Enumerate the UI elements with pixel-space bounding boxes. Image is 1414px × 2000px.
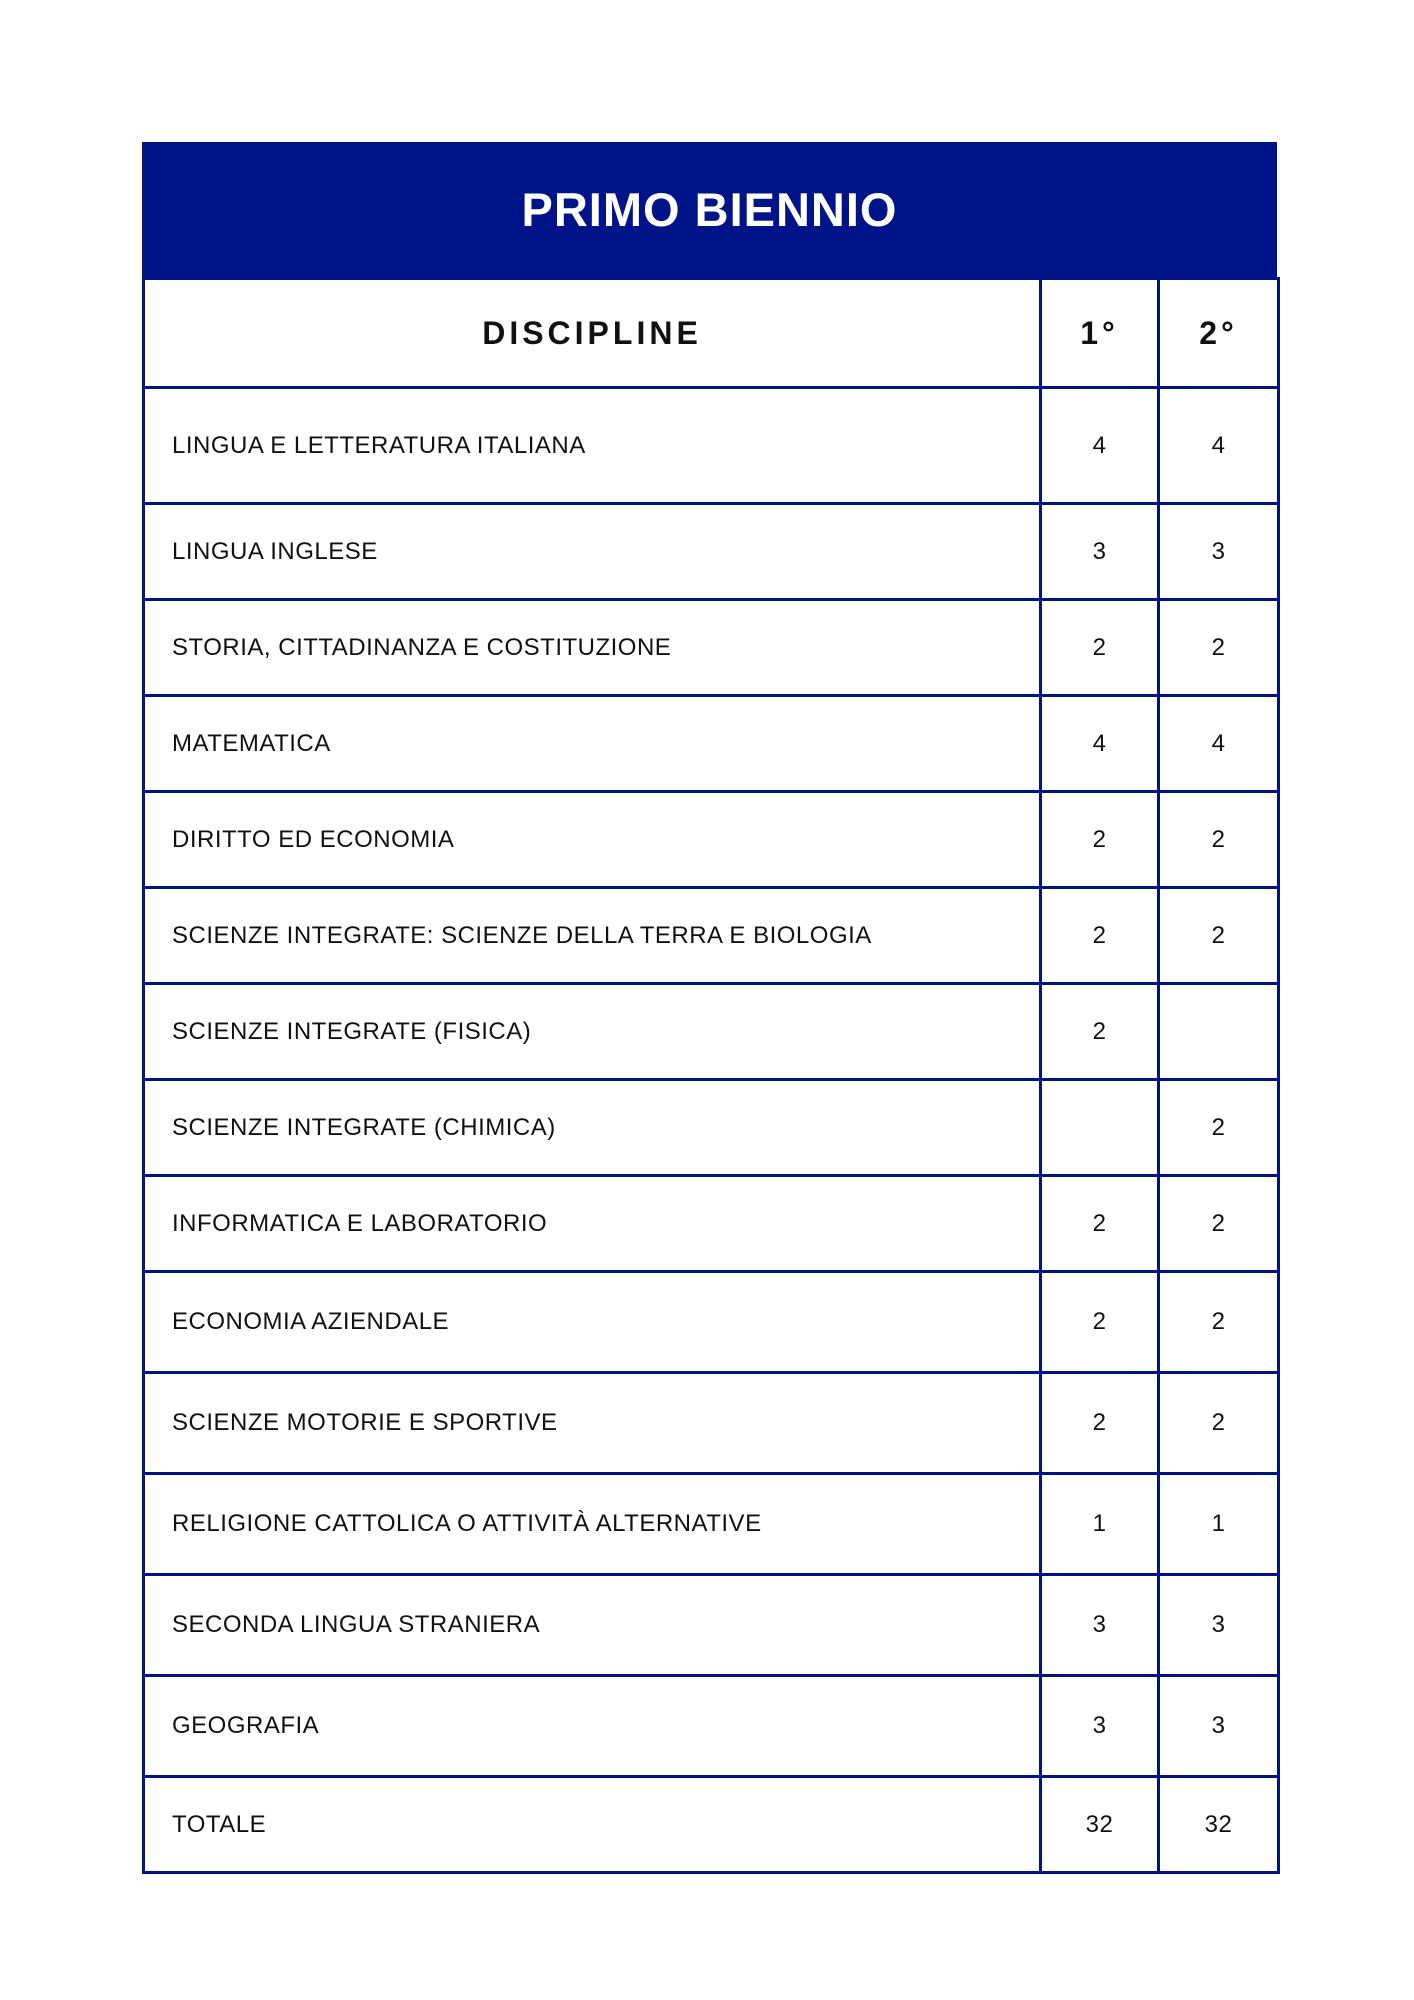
hours-year-2: 2 <box>1159 1176 1279 1272</box>
hours-year-2: 4 <box>1159 388 1279 504</box>
table-row <box>144 1676 1279 1777</box>
hours-year-2: 1 <box>1159 1474 1279 1575</box>
hours-year-1: 4 <box>1041 696 1159 792</box>
discipline-name: SCIENZE INTEGRATE (CHIMICA) <box>144 1080 1041 1176</box>
hours-year-2: 2 <box>1159 792 1279 888</box>
discipline-name: ECONOMIA AZIENDALE <box>144 1272 1041 1373</box>
total-label: TOTALE <box>144 1777 1041 1873</box>
table-row <box>144 600 1279 696</box>
hours-year-1: 3 <box>1041 1676 1159 1777</box>
discipline-name: SCIENZE INTEGRATE: SCIENZE DELLA TERRA E BIOLOGIA <box>144 888 1041 984</box>
discipline-name: MATEMATICA <box>144 696 1041 792</box>
discipline-name: SECONDA LINGUA STRANIERA <box>144 1575 1041 1676</box>
hours-year-1: 1 <box>1041 1474 1159 1575</box>
discipline-name: LINGUA INGLESE <box>144 504 1041 600</box>
discipline-name: STORIA, CITTADINANZA E COSTITUZIONE <box>144 600 1041 696</box>
table-row <box>144 1373 1279 1474</box>
discipline-name: LINGUA E LETTERATURA ITALIANA <box>144 388 1041 504</box>
table-row <box>144 696 1279 792</box>
total-year-2: 32 <box>1159 1777 1279 1873</box>
hours-year-1: 2 <box>1041 600 1159 696</box>
header-row <box>144 279 1279 388</box>
hours-year-2: 2 <box>1159 1272 1279 1373</box>
hours-year-2: 4 <box>1159 696 1279 792</box>
hours-year-2: 3 <box>1159 1676 1279 1777</box>
hours-year-1: 2 <box>1041 1176 1159 1272</box>
hours-year-2: 2 <box>1159 1080 1279 1176</box>
hours-year-1: 2 <box>1041 1272 1159 1373</box>
table-row <box>144 792 1279 888</box>
table-row <box>144 1474 1279 1575</box>
table-banner <box>142 142 1277 277</box>
discipline-name: RELIGIONE CATTOLICA O ATTIVITÀ ALTERNATIVE <box>144 1474 1041 1575</box>
total-year-1: 32 <box>1041 1777 1159 1873</box>
hours-year-1: 3 <box>1041 1575 1159 1676</box>
header-year-1: 1° <box>1041 279 1159 388</box>
curriculum-table <box>142 277 1280 1874</box>
hours-year-2: 2 <box>1159 600 1279 696</box>
hours-year-1: 4 <box>1041 388 1159 504</box>
hours-year-1: 2 <box>1041 984 1159 1080</box>
table-row <box>144 388 1279 504</box>
hours-year-1: 2 <box>1041 1373 1159 1474</box>
table-row <box>144 504 1279 600</box>
table-row <box>144 1575 1279 1676</box>
hours-year-2: 3 <box>1159 504 1279 600</box>
table-title: PRIMO BIENNIO <box>521 183 898 236</box>
table-row <box>144 1176 1279 1272</box>
hours-year-2 <box>1159 984 1279 1080</box>
header-year-2: 2° <box>1159 279 1279 388</box>
table-row <box>144 888 1279 984</box>
hours-year-2: 2 <box>1159 1373 1279 1474</box>
hours-year-1: 2 <box>1041 888 1159 984</box>
table-row <box>144 1272 1279 1373</box>
discipline-name: SCIENZE MOTORIE E SPORTIVE <box>144 1373 1041 1474</box>
discipline-name: GEOGRAFIA <box>144 1676 1041 1777</box>
discipline-name: DIRITTO ED ECONOMIA <box>144 792 1041 888</box>
table-row <box>144 1080 1279 1176</box>
hours-year-2: 2 <box>1159 888 1279 984</box>
table-row <box>144 984 1279 1080</box>
hours-year-1 <box>1041 1080 1159 1176</box>
discipline-name: INFORMATICA E LABORATORIO <box>144 1176 1041 1272</box>
total-row <box>144 1777 1279 1873</box>
header-discipline: DISCIPLINE <box>144 279 1041 388</box>
discipline-name: SCIENZE INTEGRATE (FISICA) <box>144 984 1041 1080</box>
curriculum-table-container <box>142 142 1277 1874</box>
hours-year-2: 3 <box>1159 1575 1279 1676</box>
hours-year-1: 3 <box>1041 504 1159 600</box>
hours-year-1: 2 <box>1041 792 1159 888</box>
